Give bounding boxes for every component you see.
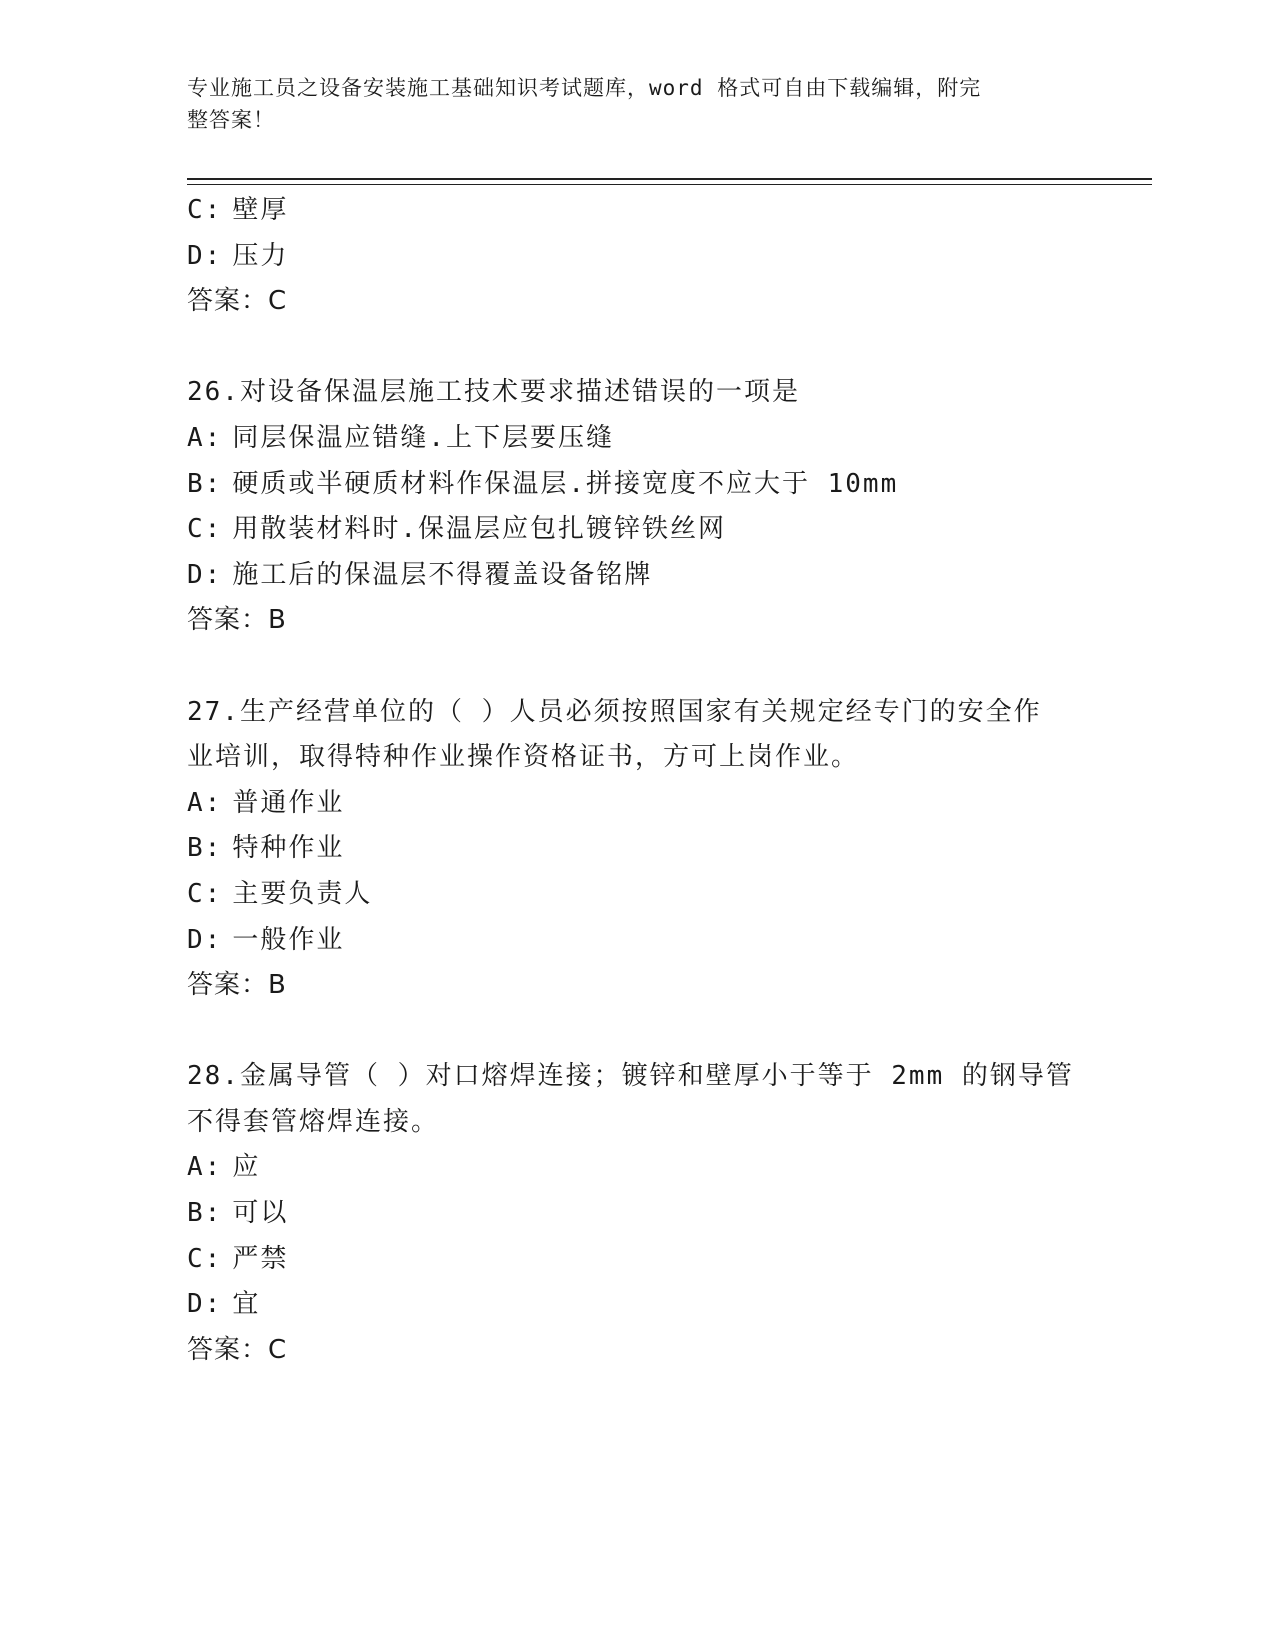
- header-line-1: 专业施工员之设备安装施工基础知识考试题库，word 格式可自由下载编辑，附完: [187, 76, 982, 100]
- question-stem: 26.对设备保温层施工技术要求描述错误的一项是: [187, 377, 800, 408]
- question-27: [187, 690, 1067, 1009]
- answer-line: 答案：C: [187, 286, 288, 317]
- option-b: [187, 826, 1067, 872]
- answer-line: 答案：B: [187, 970, 287, 1001]
- option-letter: B:: [187, 468, 223, 499]
- option-a: [187, 1145, 1067, 1191]
- answer-line: 答案：C: [187, 1334, 288, 1365]
- option-letter: A:: [187, 787, 223, 818]
- option-text: 施工后的保温层不得覆盖设备铭牌: [232, 559, 653, 590]
- option-text: 一般作业: [232, 924, 345, 955]
- option-text: 应: [232, 1152, 261, 1183]
- option-d: [187, 234, 1067, 280]
- option-text: 宜: [232, 1289, 261, 1320]
- question-stem-line-2: 不得套管熔焊连接。: [187, 1106, 440, 1137]
- option-text: 主要负责人: [232, 878, 373, 909]
- option-d: [187, 918, 1067, 964]
- document-header: [187, 72, 1067, 136]
- question-28: [187, 1054, 1074, 1373]
- spacer: [187, 644, 1067, 690]
- question-stem-line-2: 业培训，取得特种作业操作资格证书，方可上岗作业。: [187, 742, 860, 773]
- option-letter: B:: [187, 1198, 223, 1229]
- option-text: 可以: [232, 1198, 289, 1229]
- option-text: 特种作业: [232, 833, 345, 864]
- option-text: 用散装材料时.保温层应包扎镀锌铁丝网: [232, 514, 726, 545]
- option-text: 压力: [232, 240, 289, 271]
- spacer: [187, 325, 1067, 371]
- header-line-2: 整答案！: [187, 108, 275, 132]
- option-c: [187, 872, 1067, 918]
- question-stem-line-1: 27.生产经营单位的（ ）人员必须按照国家有关规定经专门的安全作: [187, 696, 1042, 727]
- option-letter: D:: [187, 240, 223, 271]
- answer-line: 答案：B: [187, 605, 287, 636]
- option-a: [187, 416, 1067, 462]
- option-c: [187, 1237, 1067, 1283]
- option-letter: C:: [187, 514, 223, 545]
- option-letter: A:: [187, 1152, 223, 1183]
- option-b: [187, 462, 1067, 508]
- option-letter: D:: [187, 924, 223, 955]
- option-text: 普通作业: [232, 787, 345, 818]
- question-25-continuation: [187, 188, 1067, 325]
- option-letter: C:: [187, 1243, 223, 1274]
- header-divider-thin: [187, 184, 1152, 185]
- question-26: [187, 370, 1067, 644]
- option-letter: D:: [187, 1289, 223, 1320]
- option-a: [187, 781, 1067, 827]
- question-list: [187, 188, 1074, 1373]
- option-d: [187, 553, 1067, 599]
- option-letter: C:: [187, 878, 223, 909]
- option-b: [187, 1191, 1067, 1237]
- option-text: 严禁: [232, 1243, 289, 1274]
- spacer: [187, 1009, 1067, 1055]
- option-c: [187, 507, 1067, 553]
- option-text: 壁厚: [232, 195, 289, 225]
- header-divider-thick: [187, 178, 1152, 180]
- option-letter: B:: [187, 833, 223, 864]
- option-text: 同层保温应错缝.上下层要压缝: [232, 422, 614, 453]
- option-letter: D:: [187, 559, 223, 590]
- option-letter: A:: [187, 422, 223, 453]
- option-c: [187, 188, 1067, 234]
- option-letter: C:: [187, 195, 223, 225]
- question-stem-line-1: 28.金属导管（ ）对口熔焊连接；镀锌和壁厚小于等于 2mm 的钢导管: [187, 1061, 1074, 1092]
- option-d: [187, 1282, 1067, 1328]
- option-text: 硬质或半硬质材料作保温层.拼接宽度不应大于 10mm: [232, 468, 899, 499]
